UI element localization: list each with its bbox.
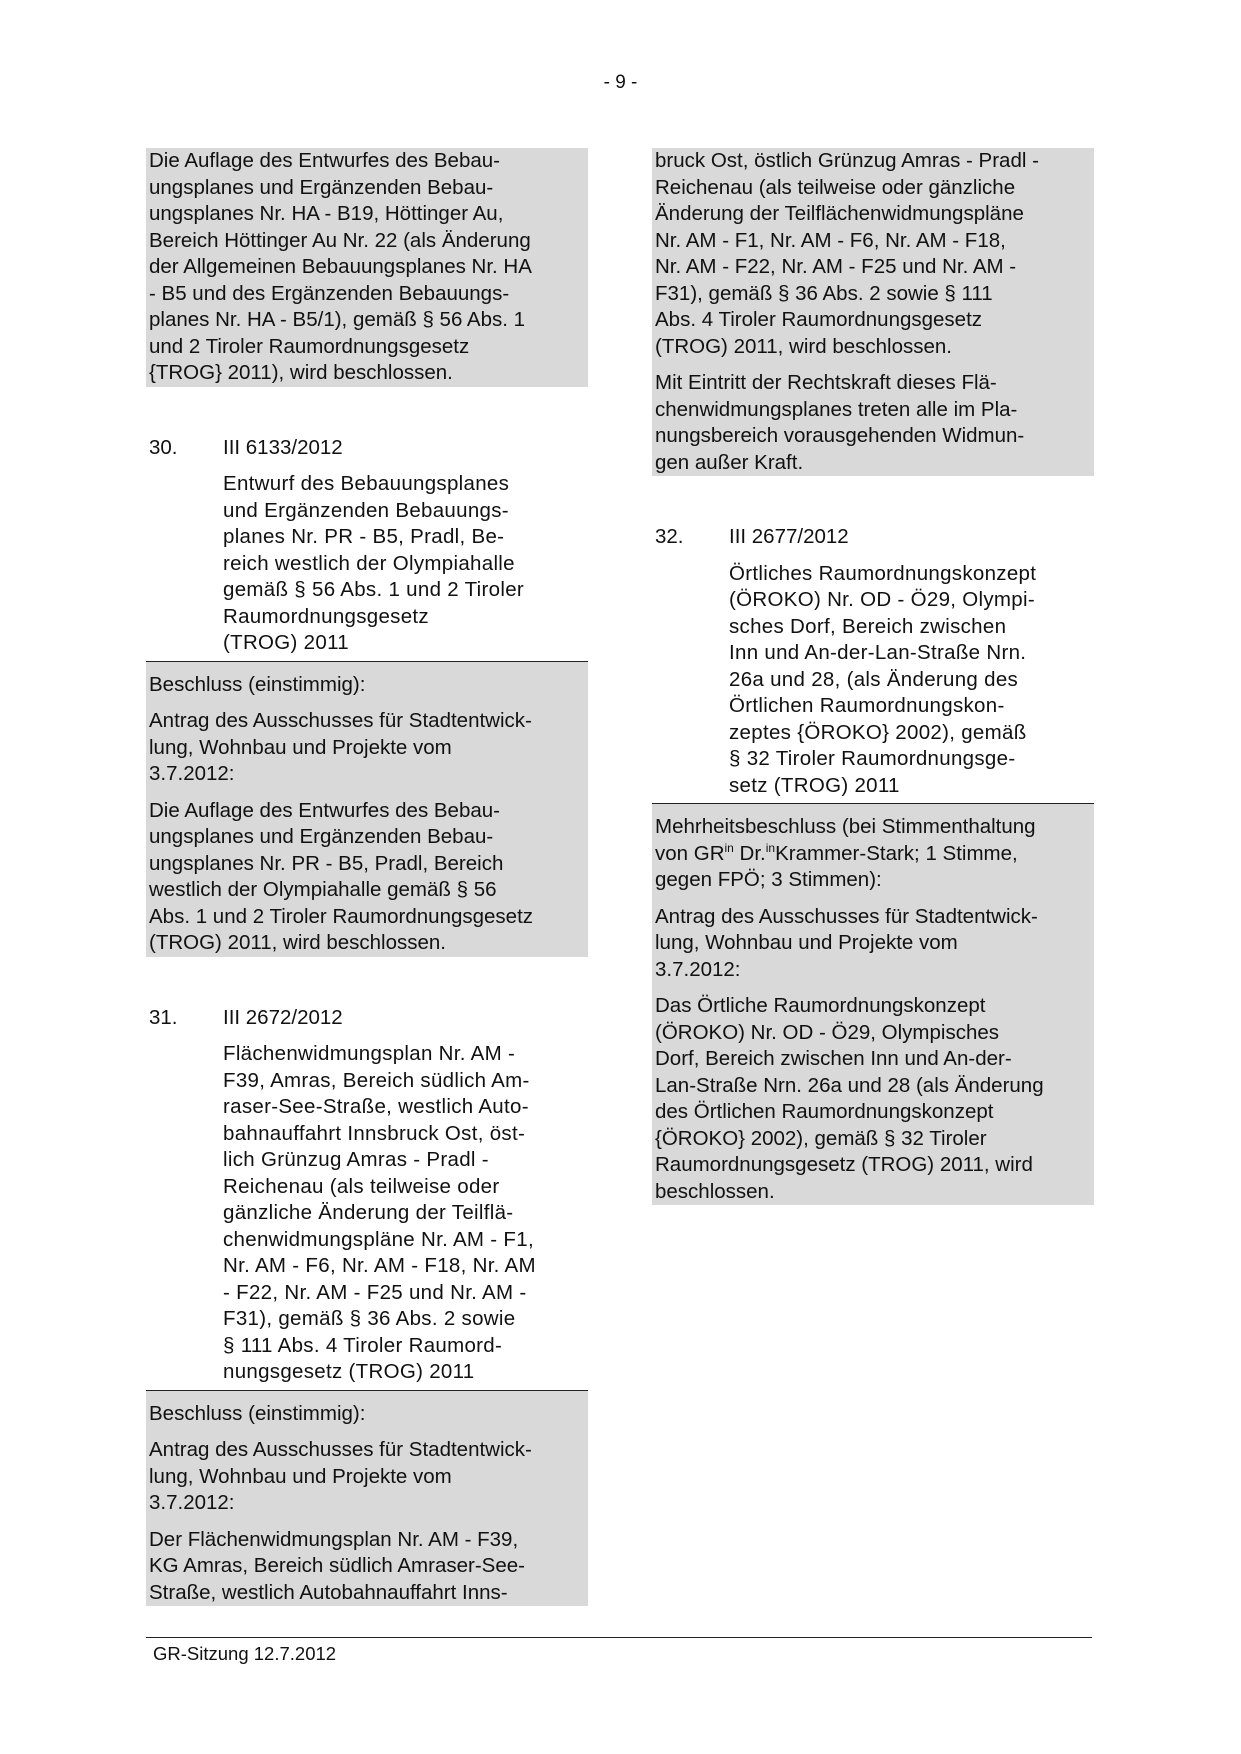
item-reference: III 6133/2012: [223, 435, 343, 459]
item-number: 32.: [655, 525, 684, 548]
resolution-text: Das Örtliche Raumordnungskonzept (ÖROKO) Nr. OD - Ö29, Olympisches Dorf, Bereich zwischen Inn und An-der- Lan-Straße Nrn. 26a und 28 (als Änderung des Örtlichen Raumordnungskonzept {ÖROKO} 2002), gemäß § 32 Tiroler Raumordnungsgesetz (TROG) 2011, wird beschlossen.: [652, 983, 1094, 1205]
footer-text: GR-Sitzung 12.7.2012: [153, 1643, 337, 1664]
decision-prefix: Mehrheitsbeschluss (bei Stimmenthaltung von GR: [655, 815, 1036, 865]
resolution-text: Der Flächenwidmungsplan Nr. AM - F39, KG Amras, Bereich südlich Amraser-See- Straße, westlich Autobahnauffahrt Inns-: [146, 1517, 588, 1607]
committee-motion: Antrag des Ausschusses für Stadtentwick- lung, Wohnbau und Projekte vom 3.7.2012:: [652, 894, 1094, 984]
item-header: [146, 435, 588, 462]
item-title: Örtliches Raumordnungskonzept (ÖROKO) Nr. OD - Ö29, Olympi- sches Dorf, Bereich zwischen Inn und An-der-Lan-Straße Nrn. 26a und 28, (als Änderung des Örtlichen Raumordnungskon- zeptes {ÖROKO} 2002), gemäß § 32 Tiroler Raumordnungsge- setz (TROG) 2011: [729, 561, 1037, 797]
decision-label: Beschluss (einstimmig):: [146, 662, 588, 699]
decision-label: [652, 804, 1094, 894]
agenda-item-30: [146, 435, 588, 957]
agenda-item-31: [146, 1005, 588, 1607]
resolution-text: Die Auflage des Entwurfes des Bebau- ungsplanes und Ergänzenden Bebau- ungsplanes Nr. PR - B5, Pradl, Bereich westlich der Olympiahalle gemäß § 56 Abs. 1 und 2 Tiroler Raumordnungsgesetz (TROG) 2011, wird beschlossen.: [146, 788, 588, 957]
gender-suffix: in: [765, 840, 776, 855]
agenda-item-32: [652, 524, 1094, 1205]
left-column: [146, 148, 588, 1606]
resolution-continued: bruck Ost, östlich Grünzug Amras - Pradl - Reichenau (als teilweise oder gänzliche Änderung der Teilflächenwidmungspläne Nr. AM - F1, Nr. AM - F6, Nr. AM - F18, Nr. AM - F22, Nr. AM - F25 und Nr. AM - F31), gemäß § 36 Abs. 2 sowie § 111 Abs. 4 Tiroler Raumordnungsgesetz (TROG) 2011, wird beschlossen.: [652, 148, 1094, 360]
decision-title: Dr.: [733, 841, 766, 865]
resolution-note: Mit Eintritt der Rechtskraft dieses Flä- chenwidmungsplanes treten alle im Pla- nungsbereich vorausgehenden Widmun- gen außer Kraft.: [652, 360, 1094, 476]
item-number: 30.: [149, 435, 178, 459]
item-header: [146, 1005, 588, 1032]
item-reference: III 2677/2012: [729, 525, 849, 548]
decision-suffix: Krammer-Stark; 1 Stimme, gegen FPÖ; 3 Stimmen):: [655, 841, 1018, 891]
item-title: Flächenwidmungsplan Nr. AM - F39, Amras, Bereich südlich Am- raser-See-Straße, westlich Auto- bahnauffahrt Innsbruck Ost, öst- lich Grünzug Amras - Pradl - Reichenau (als teilweise oder gänzliche Änderung der Teilflä- chenwidmungspläne Nr. AM - F1, Nr. AM - F6, Nr. AM - F18, Nr. AM - F22, Nr. AM - F25 und Nr. AM - F31), gemäß § 36 Abs. 2 sowie § 111 Abs. 4 Tiroler Raumord- nungsgesetz (TROG) 2011: [223, 1042, 536, 1383]
item-number: 31.: [149, 1005, 178, 1029]
item-header: [652, 524, 1094, 551]
decision-label: Beschluss (einstimmig):: [146, 1391, 588, 1428]
gender-suffix: in: [724, 840, 734, 855]
item-reference: III 2672/2012: [223, 1005, 343, 1029]
footer-divider: [146, 1637, 1092, 1638]
page-number: - 9 -: [603, 72, 638, 93]
committee-motion: Antrag des Ausschusses für Stadtentwick- lung, Wohnbau und Projekte vom 3.7.2012:: [146, 698, 588, 788]
item-title: Entwurf des Bebauungsplanes und Ergänzenden Bebauungs- planes Nr. PR - B5, Pradl, Be- reich westlich der Olympiahalle gemäß § 56 Abs. 1 und 2 Tiroler Raumordnungsgesetz (TROG) 2011: [223, 472, 525, 654]
committee-motion: Antrag des Ausschusses für Stadtentwick- lung, Wohnbau und Projekte vom 3.7.2012:: [146, 1427, 588, 1517]
right-column: [652, 148, 1094, 1205]
previous-item-resolution: Die Auflage des Entwurfes des Bebau- ungsplanes und Ergänzenden Bebau- ungsplanes Nr. HA - B19, Höttinger Au, Bereich Höttinger Au Nr. 22 (als Änderung der Allgemeinen Bebauungsplanes Nr. HA - B5 und des Ergänzenden Bebauungs- planes Nr. HA - B5/1), gemäß § 56 Abs. 1 und 2 Tiroler Raumordnungsgesetz {TROG} 2011), wird beschlossen.: [146, 148, 588, 387]
